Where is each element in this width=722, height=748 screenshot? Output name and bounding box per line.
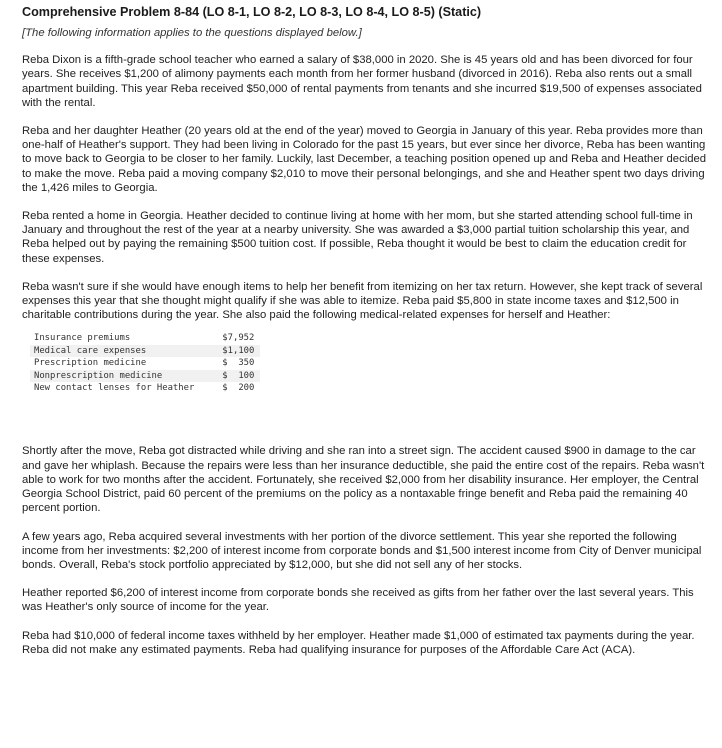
medical-expenses-table: [30, 332, 260, 394]
expense-item: Nonprescription medicine: [30, 370, 200, 382]
paragraph-education: Reba rented a home in Georgia. Heather decided to continue living at home with her mom, but she started attending school full-time in January and throughout the rest of the year at a nearby university. She was awarded a $3,000 partial tuition scholarship this year, and Reba helped out by paying the remaining $500 tuition cost. If possible, Reba thought it would be best to claim the education credit for these expenses.: [22, 210, 693, 265]
table-row: [30, 345, 260, 357]
expense-item: Insurance premiums: [30, 332, 200, 344]
expense-amount: $ 100: [200, 370, 260, 382]
expense-amount: $ 350: [200, 357, 260, 369]
expense-amount: $1,100: [200, 345, 260, 357]
paragraph-intro: Reba Dixon is a fifth-grade school teacher who earned a salary of $38,000 in 2020. She is 45 years old and has been divorced for four years. She receives $1,200 of alimony payments each month from her former husband (divorced in 2016). Reba also rents out a small apartment building. This year Reba received $50,000 of rental payments from tenants and she incurred $19,500 of expenses associated with the rental.: [22, 54, 702, 109]
paragraph-heather-income: Heather reported $6,200 of interest income from corporate bonds she received as gifts from her father over the last several years. This was Heather's only source of income for the year.: [22, 587, 694, 614]
table-row: [30, 357, 260, 369]
paragraph-withholding: Reba had $10,000 of federal income taxes withheld by her employer. Heather made $1,000 of estimated tax payments during the year. Reba did not make any estimated payments. Reba had qualifying insurance for purposes of the Affordable Care Act (ACA).: [22, 629, 695, 656]
expense-item: New contact lenses for Heather: [30, 382, 200, 394]
expense-amount: $7,952: [200, 332, 260, 344]
paragraph-accident: Shortly after the move, Reba got distracted while driving and she ran into a street sign. The accident caused $900 in damage to the car and gave her whiplash. Because the repairs were less than her insurance deductible, she paid the entire cost of the repairs. Reba wasn't able to work for two months after the accident. Fortunately, she received $2,000 from her disability insurance. Her employer, the Central Georgia School District, paid 60 percent of the premiums on the policy as a nontaxable fringe benefit and Reba paid the remaining 40 percent portion.: [22, 445, 705, 515]
paragraph-move: Reba and her daughter Heather (20 years old at the end of the year) moved to Georgia in January of this year. Reba provides more than one-half of Heather's support. They had been living in Colorado for the past 15 years, but ever since her divorce, Reba has been wanting to move back to Georgia to be closer to her family. Luckily, last December, a teaching position opened up and Reba and Heather decided to make the move. Reba paid a moving company $2,010 to move their personal belongings, and she and Heather spent two days driving the 1,426 miles to Georgia.: [22, 125, 707, 194]
problem-title: Comprehensive Problem 8-84 (LO 8-1, LO 8-2, LO 8-3, LO 8-4, LO 8-5) (Static): [22, 5, 482, 19]
table-row: [30, 382, 260, 394]
table-row: [30, 332, 260, 344]
paragraph-itemize: Reba wasn't sure if she would have enough items to help her benefit from itemizing on her tax return. However, she kept track of several expenses this year that she thought might qualify if she was able to itemize. Reba paid $5,800 in state income taxes and $12,500 in charitable contributions during the year. She also paid the following medical-related expenses for herself and Heather:: [22, 280, 703, 322]
expense-item: Prescription medicine: [30, 357, 200, 369]
expense-amount: $ 200: [200, 382, 260, 394]
paragraph-investments: A few years ago, Reba acquired several investments with her portion of the divorce settlement. This year she reported the following income from her investments: $2,200 of interest income from corporate bonds and $1,500 interest income from City of Denver municipal bonds. Overall, Reba's stock portfolio appreciated by $12,000, but she did not sell any of her stocks.: [22, 530, 702, 571]
expense-item: Medical care expenses: [30, 345, 200, 357]
subtitle-note: [The following information applies to the questions displayed below.]: [22, 27, 362, 39]
spacer: [22, 394, 708, 444]
table-row: [30, 370, 260, 382]
